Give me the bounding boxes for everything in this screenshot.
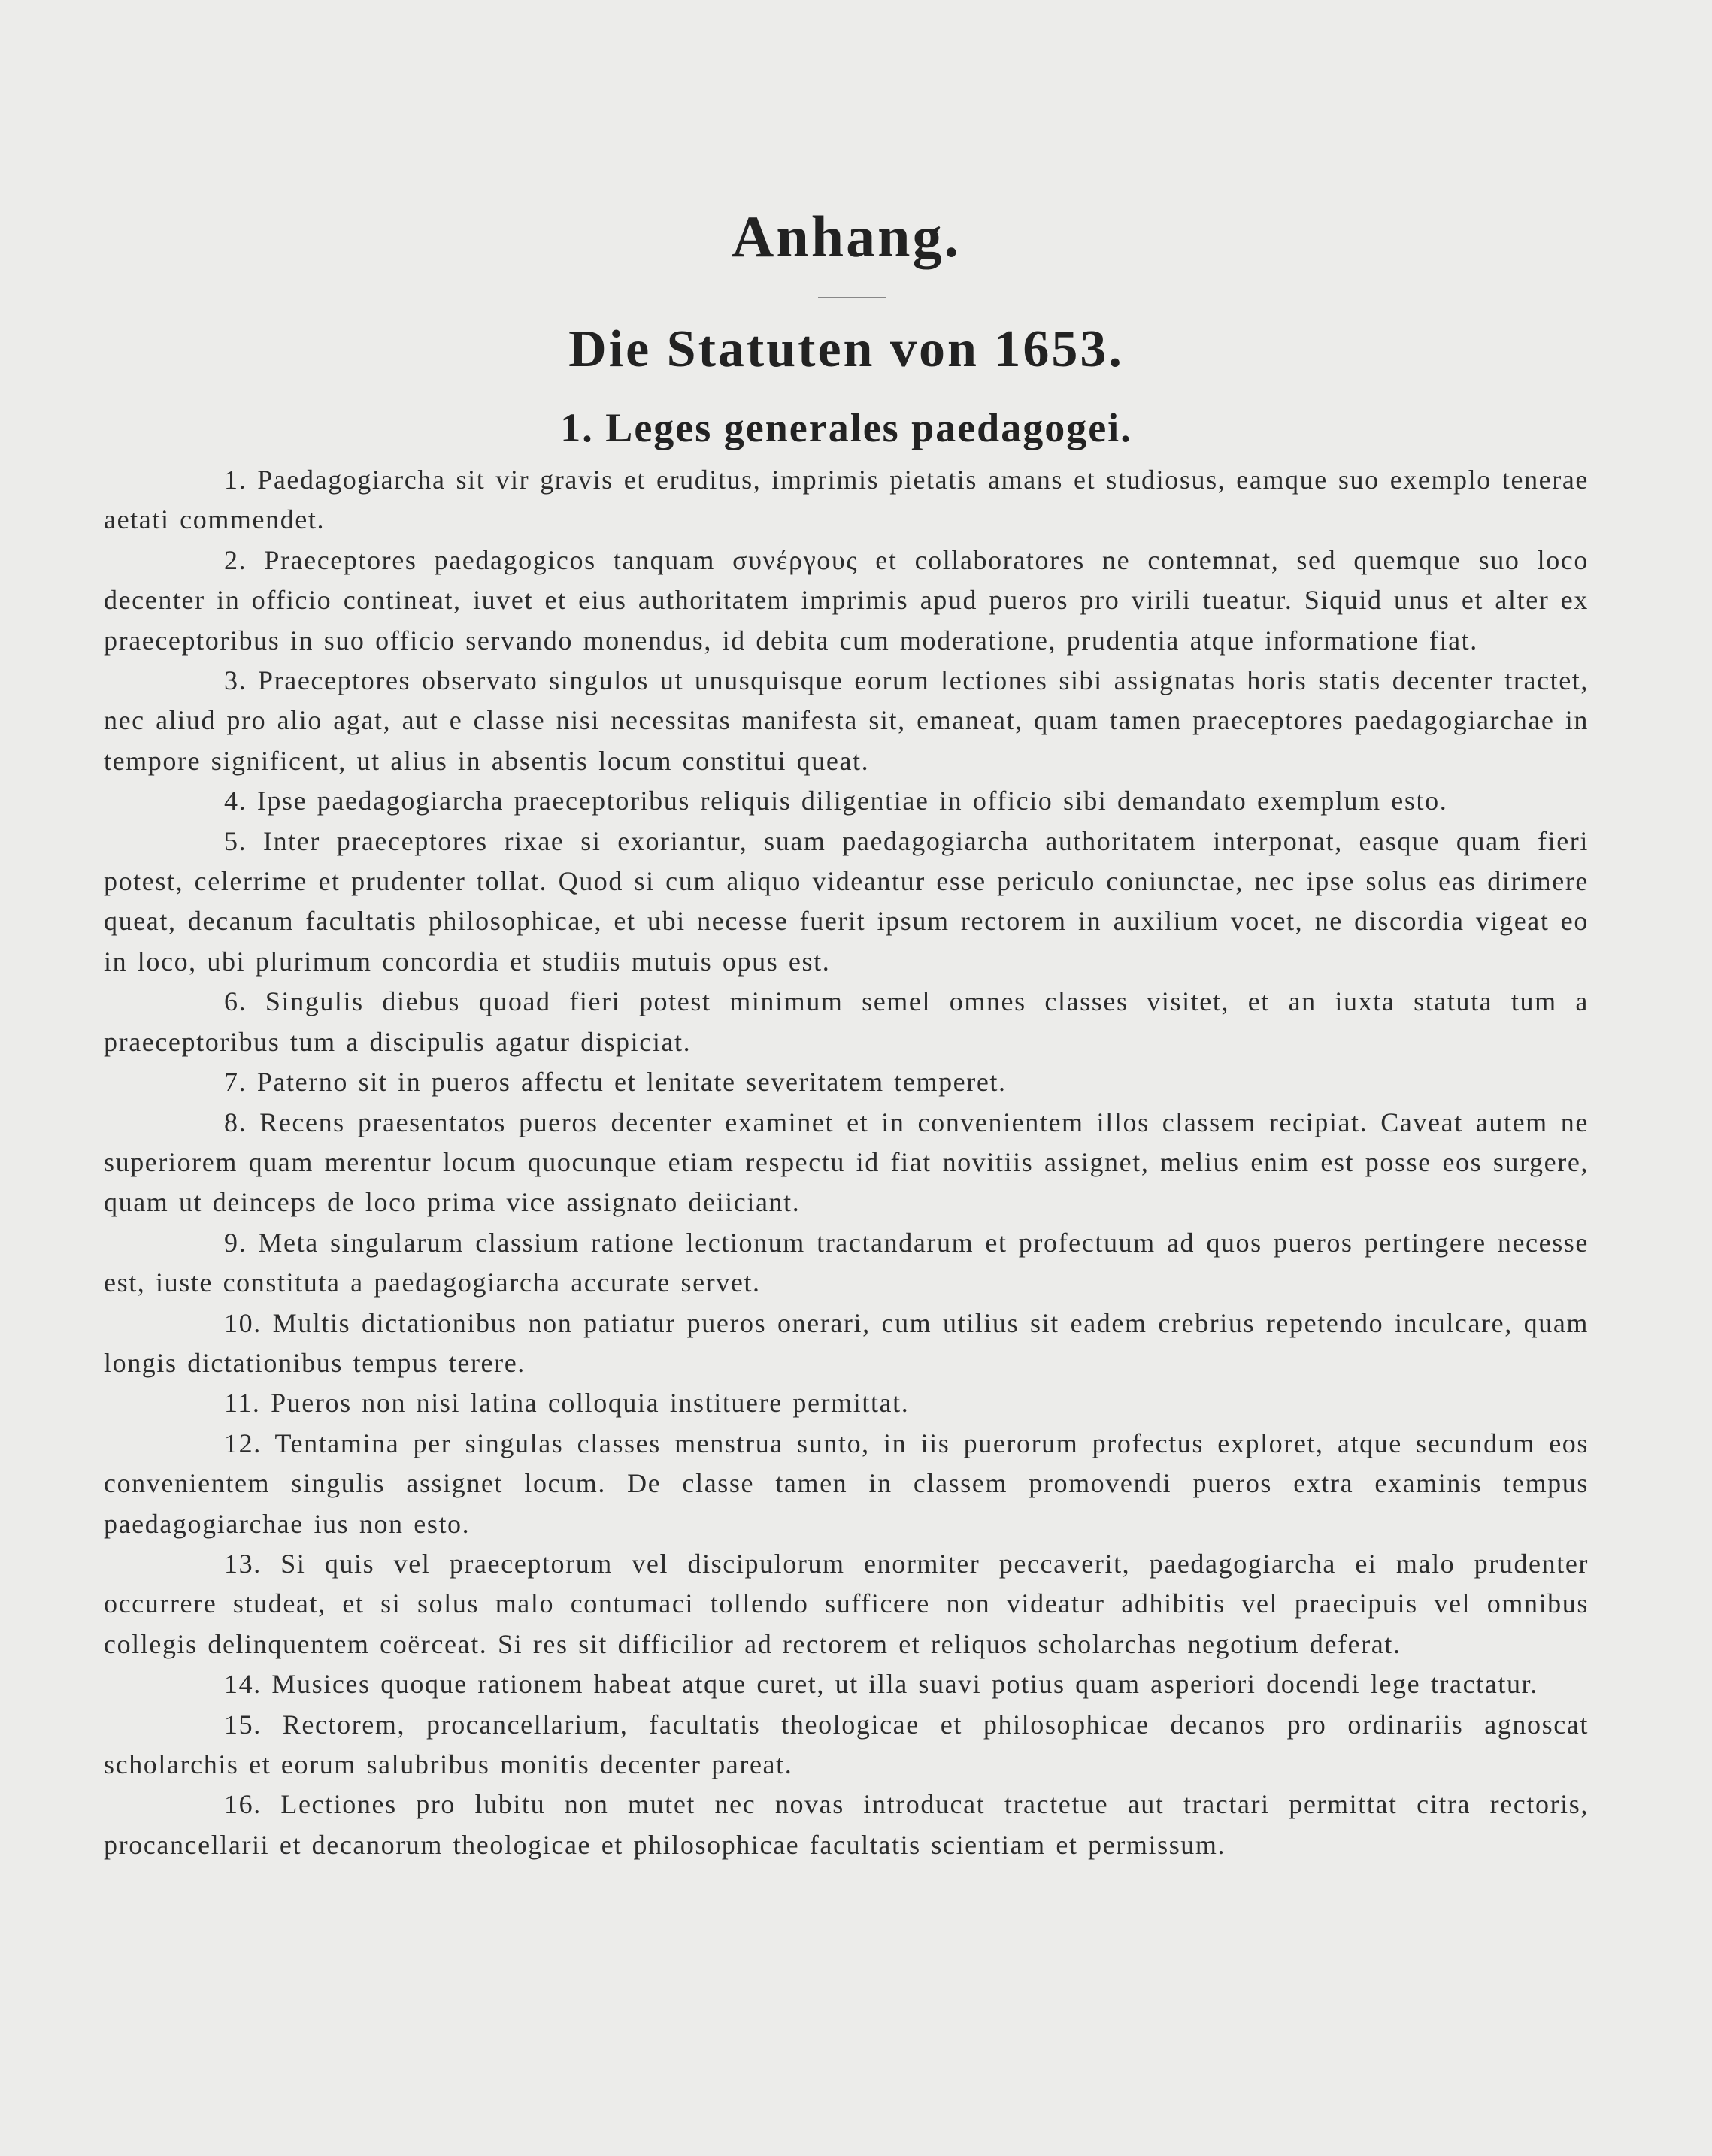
statute-text: Paterno sit in pueros affectu et lenitate severitatem temperet. (256, 1067, 1007, 1098)
statute-number: 12. (224, 1428, 262, 1458)
statute-text: Praeceptores paedagogicos tanquam συνέργους et collaboratores ne contemnat, sed quemque suo loco decenter in officio contineat, iuvet et eius authoritatem imprimis apud pueros pro virili tueatur. Siquid unus et alter ex praeceptoribus in suo officio servando monendus, id debita cum moderatione, prudentia atque informatione fiat. (104, 544, 1589, 656)
statute-text: Multis dictationibus non patiatur pueros onerari, cum utilius sit eadem crebrius repetendo inculcare, quam longis dictationibus tempus terere. (104, 1307, 1589, 1378)
document-page (104, 0, 1589, 2156)
statute-number: 2. (224, 544, 247, 575)
statute-paragraph (104, 1785, 1589, 1865)
statute-text: Lectiones pro lubitu non mutet nec novas introducat tractetue aut tractari permittat citra rectoris, procancellarii et decanorum theologicae et philosophicae facultatis scientiam et permissum. (104, 1789, 1589, 1860)
statute-paragraph (104, 541, 1589, 661)
statute-paragraph (104, 982, 1589, 1062)
statute-paragraph (104, 1383, 1589, 1423)
statute-paragraph (104, 460, 1589, 541)
statute-text: Tentamina per singulas classes menstrua sunto, in iis puerorum profectus exploret, atque secundum eos convenientem singulis assignet locum. De classe tamen in classem promovendi pueros extra examinis tempus paedagogiarchae ius non esto. (104, 1428, 1589, 1539)
statute-paragraph (104, 1223, 1589, 1304)
statute-paragraph (104, 1664, 1589, 1704)
page-subtitle: Die Statuten von 1653. (568, 320, 1124, 378)
statute-number: 7. (224, 1067, 247, 1098)
statute-paragraph (104, 1103, 1589, 1223)
statute-text: Musices quoque rationem habeat atque curet, ut illa suavi potius quam asperiori docendi lege tractatur. (271, 1669, 1538, 1700)
statute-number: 13. (224, 1548, 262, 1579)
statute-number: 8. (224, 1107, 247, 1137)
statute-number: 9. (224, 1227, 247, 1258)
statute-text: Rectorem, procancellarium, facultatis theologicae et philosophicae decanos pro ordinariis agnoscat scholarchis et eorum salubribus monitis decenter pareat. (104, 1709, 1589, 1779)
statute-number: 6. (224, 986, 247, 1017)
statute-text: Paedagogiarcha sit vir gravis et eruditus, imprimis pietatis amans et studiosus, eamque suo exemplo tenerae aetati commendet. (104, 465, 1589, 535)
title-divider (818, 297, 886, 298)
statute-paragraph (104, 1705, 1589, 1785)
statute-text: Singulis diebus quoad fieri potest minimum semel omnes classes visitet, et an iuxta statuta tum a praeceptoribus tum a discipulis agatur dispiciat. (104, 986, 1589, 1057)
statute-number: 3. (224, 665, 247, 696)
page-title: Anhang. (732, 204, 961, 269)
statute-number: 11. (224, 1388, 261, 1419)
statute-number: 1. (224, 465, 247, 495)
section-heading: 1. Leges generales paedagogei. (560, 405, 1132, 450)
statute-paragraph (104, 1424, 1589, 1544)
statute-paragraph (104, 781, 1589, 821)
statute-number: 10. (224, 1307, 262, 1338)
statute-text: Recens praesentatos pueros decenter examinet et in convenientem illos classem recipiat. Caveat autem ne superiorem quam merentur locum quocunque etiam respectu id fiat novitiis assignet, melius enim est posse eos surgere, quam ut deinceps de loco prima vice assignato deiiciant. (104, 1107, 1589, 1218)
statute-paragraph (104, 1544, 1589, 1664)
statutes-list (104, 460, 1589, 1865)
statute-paragraph (104, 661, 1589, 781)
statute-number: 16. (224, 1789, 262, 1820)
statute-paragraph (104, 822, 1589, 983)
statute-text: Pueros non nisi latina colloquia instituere permittat. (271, 1388, 910, 1419)
statute-text: Praeceptores observato singulos ut unusquisque eorum lectiones sibi assignatas horis statis decenter tractet, nec aliud pro alio agat, aut e classe nisi necessitas manifesta sit, emaneat, quam tamen praeceptores paedagogiarchae in tempore significent, ut alius in absentis locum constitui queat. (104, 665, 1589, 776)
statute-text: Si quis vel praeceptorum vel discipulorum enormiter peccaverit, paedagogiarcha ei malo prudenter occurrere studeat, et si solus malo contumaci tollendo sufficere non videatur adhibitis vel praecipuis vel omnibus collegis delinquentem coërceat. Si res sit difficilior ad rectorem et reliquos scholarchas negotium deferat. (104, 1548, 1589, 1659)
statute-number: 4. (224, 786, 247, 816)
statute-number: 15. (224, 1709, 262, 1740)
statute-paragraph (104, 1304, 1589, 1384)
statute-number: 14. (224, 1669, 262, 1700)
statute-text: Inter praeceptores rixae si exoriantur, suam paedagogiarcha authoritatem interponat, easque quam fieri potest, celerrime et prudenter tollat. Quod si cum aliquo videantur esse periculo coniunctae, nec ipse solus eas dirimere queat, decanum facultatis philosophicae, et ubi necesse fuerit ipsum rectorem in auxilium vocet, ne discordia vigeat eo in loco, ubi plurimum concordia et studiis mutuis opus est. (104, 825, 1589, 977)
statute-text: Ipse paedagogiarcha praeceptoribus reliquis diligentiae in officio sibi demandato exemplum esto. (256, 786, 1448, 816)
statute-text: Meta singularum classium ratione lectionum tractandarum et profectuum ad quos pueros pertingere necesse est, iuste constituta a paedagogiarcha accurate servet. (104, 1227, 1589, 1298)
statute-paragraph (104, 1062, 1589, 1102)
statute-number: 5. (224, 825, 247, 856)
